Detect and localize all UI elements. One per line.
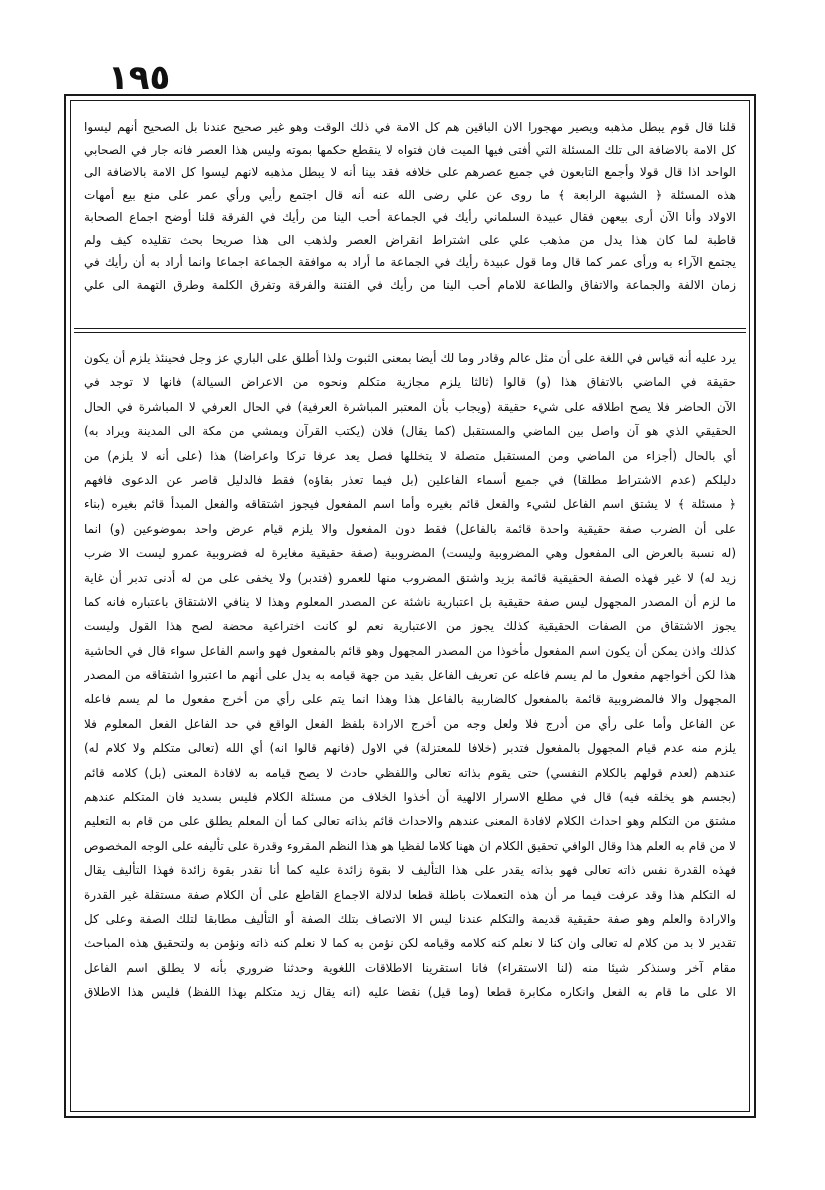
- text-line: المجهول والا فالمضروبية قائمة بالمفعول كالضاربية بالفاعل هذا وهذا انما يتم على رأي من أخرج مفعول ما لم يسم فاعله: [84, 692, 736, 707]
- text-line: الحقيقي الذي هو آن واصل بين الماضي والمستقبل (كما يقال) فلان (يكتب القرآن ويمشي من مكة الى المدينة ويراد به): [84, 424, 736, 439]
- page-frame: [64, 94, 756, 1118]
- text-line: لا من قام به العلم هذا وقال الوافي تحقيق الكلام ان ههنا كلاما لفظيا هو هذا النظم المقروء وقدرة على تأليفه على الوجه المخصوص: [84, 838, 736, 853]
- text-line: هذا لكن أخواجهم مفعول ما لم يسم فاعله عن تعريف الفاعل بقيد من جهة قيامه به يدل على أنهم ما اعتبروا اشتقاقه من المصدر: [84, 668, 736, 683]
- page-number: ١٩٥: [108, 58, 171, 98]
- text-line: تقدير لا بد من كلام له تعالى وان كنا لا نعلم كنه كلامه وقيامه لكن نؤمن به كما لا نعلم كنه ذاته ونؤمن به ولتحقيق هذه المباحث: [84, 936, 736, 951]
- text-line: على أن الضرب صفة حقيقية واحدة قائمة بالفاعل) فقط دون المفعول والا يلزم قيام عرض واحد بموضوعين (و) انما: [84, 521, 736, 536]
- text-line: كل الامة بالاضافة الى تلك المسئلة التي أفتى فيها الميت فان فتواه لا ينقطع حكمها بموته وليس هذا العصر فانه جار في الصحابي: [84, 142, 736, 157]
- lower-text-block: [84, 346, 736, 1102]
- text-line: والارادة والعلم وهو صفة حقيقية قديمة والتكلم عندنا ليس الا الاتصاف بتلك الصفة أو التأليف مطابقا لتلك الصفة وعلى كل: [84, 911, 736, 926]
- text-line: يجوز الاشتقاق من الصفات الحقيقية كذلك يجوز من الاعتبارية نعم لو كانت اختراعية محضة لصح هذا القول وليست: [84, 619, 736, 634]
- section-divider: [74, 328, 746, 329]
- text-line: عن الفاعل وأما على رأي من أدرج فلا ولعل وجه من أخرج الارادة بلفظ الفعل الواقع في حد الفاعل الفعل المعلوم فلا: [84, 716, 736, 731]
- text-line: حقيقة في الماضي بالاتفاق هذا (و) قالوا (ثالثا يلزم مجازية متكلم ونحوه من الاعراض السيالة) فانها لا توجد في: [84, 375, 736, 390]
- text-line: الاولاد وأنا الآن أرى بيعهن فقال عبيدة السلماني رأيك في الجماعة أحب الينا من رأيك في الفرقة قلنا أوضح اجماع الصحابة: [84, 210, 736, 224]
- text-line: زمان الالفة والجماعة والاتفاق والطاعة للامام أحب الينا من رأيك في الفتنة والفرقة وتفرق الكلمة وطرق التهمة الى علي: [84, 277, 736, 292]
- text-line: يجتمع الآراء به ورأى عمر كما قال وما قول عبيدة رأيك في الجماعة ما أراد به موافقة الجماعة اجماعا وانما أراد به أن رأيك في: [84, 255, 736, 269]
- text-line: ما لزم أن المصدر المجهول ليس صفة حقيقية بل اعتبارية ناشئة عن المصدر المعلوم وهذا لا ينافي الاشتقاق باعتباره فانه كما: [84, 594, 736, 609]
- text-line: يلزم منه عدم قيام المجهول بالمفعول فتدبر (خلافا للمعتزلة) في الاول (فانهم قالوا انه) أي الله (تعالى متكلم ولا كلام له): [84, 741, 736, 756]
- text-line: قلنا قال قوم يبطل مذهبه ويصير مهجورا الان الباقين هم كل الامة في ذلك الوقت وهو غير صحيح عندنا بل الصحيح أنهم ليسوا: [84, 120, 736, 134]
- text-line: قاطبة لما كان هذا يدل من مذهب علي على اشتراط انقراض العصر ولذهب الى هذا صريحا بحث تقليده كيف ولم: [84, 232, 736, 247]
- section-divider-inner: [74, 332, 746, 333]
- text-line: أي بالحال (أجزاء من الماضي ومن المستقبل متصلة لا يتخللها فصل يعد عرفا تركا واعراضا) هذا (على أنه لا يلزم) من: [84, 448, 736, 463]
- text-line: (بجسم هو يخلقه فيه) قال في مطلع الاسرار الالهية أن أخذوا الخلاف من مسئلة الكلام فليس بسديد فان المتكلم عندهم: [84, 790, 736, 805]
- text-line: دليلكم (عدم الاشتراط مطلقا) في جميع أسماء الفاعلين (بل فيما تعذر بقاؤه) فقط فالدليل قاصر عن الدعوى فافهم: [84, 472, 736, 487]
- text-line: هذه المسئلة ﴿ الشبهة الرابعة ﴾ ما روى عن علي رضى الله عنه أنه قال اجتمع رأيي ورأي عمر على منع بيع أمهات: [84, 187, 736, 202]
- text-line: (له نسبة بالعرض الى المفعول وهي المضروبية وليست) المضروبية (صفة حقيقية مغايرة له فضروبية عمرو ليست الا ضرب: [84, 546, 736, 561]
- text-line: له التكلم هذا وقد عرفت فيما مر أن هذه التعملات باطلة قطعا لدلالة الاجماع القاطع على أن الكلام صفة مستقلة غير القدرة: [84, 887, 736, 902]
- text-line: فهذه القدرة نفس ذاته تعالى فهو بذاته يقدر على هذا التأليف لا بقوة زائدة عليه كما أنا نقدر بقوة زائدة فهذا التأليف يقال: [84, 863, 736, 878]
- text-line: مشتق من التكلم وهو احداث الكلام لافادة المعنى عندهم والاحداث قائم بذاته تعالى كما أن المعلم يطلق على من قام به التعليم: [84, 814, 736, 829]
- text-line: ﴿ مسئلة ﴾ لا يشتق اسم الفاعل لشيء والفعل قائم بغيره وأما اسم المفعول فيجوز اشتقاقه والفعل المبدأ قائم بغيره (بناء: [84, 497, 736, 512]
- text-line: زيد له) لا غير فهذه الصفة الحقيقية قائمة بزيد واشتق المضروب منها للعمرو (فتدبر) ولا يخفى على من له أدنى تدبر أن غاية: [84, 570, 736, 585]
- text-line: الآن الحاضر فلا يصح اطلاقه على شيء حقيقة (ويجاب بأن المعتبر المباشرة العرفية) في الحال العرفي لا المباشرة في الحال: [84, 399, 736, 414]
- text-line: مقام آخر وسنذكر شيئا منه (لنا الاستقراء) فانا استقرينا الاطلاقات اللغوية وحدثنا ضروري بأنه لا يطلق اسم الفاعل: [84, 960, 736, 975]
- text-line: الا على ما قام به الفعل وانكاره مكابرة قطعا (وما قيل) نقضا عليه (انه يقال زيد متكلم بهذا اللفظ) فليس هذا الاطلاق: [84, 985, 736, 1000]
- text-line: كذلك واذن يمكن أن يكون اسم المفعول مأخوذا من المصدر المجهول وهو قائم بالمفعول فهو واسم الفاعل سواء قال في الحاشية: [84, 643, 736, 658]
- text-line: عندهم (لعدم قولهم بالكلام النفسي) حتى يقوم بذاته تعالى واللفظي حادث لا يصح قيامه به لافادة المعنى (بل) كلامه قائم: [84, 765, 736, 780]
- text-line: يرد عليه أنه قياس في اللغة على أن مثل عالم وقادر وما لك أيضا بمعنى الثبوت ولذا أطلق على الباري عز وجل فحينئذ يلزم أن يكون: [84, 351, 736, 365]
- text-line: الواحد اذا قال قولا وأجمع التابعون في جميع عصرهم على خلافه فقد بينا أنه لا يبطل مذهبه لانهم ليسوا كل الامة بالاضافة الى: [84, 165, 736, 179]
